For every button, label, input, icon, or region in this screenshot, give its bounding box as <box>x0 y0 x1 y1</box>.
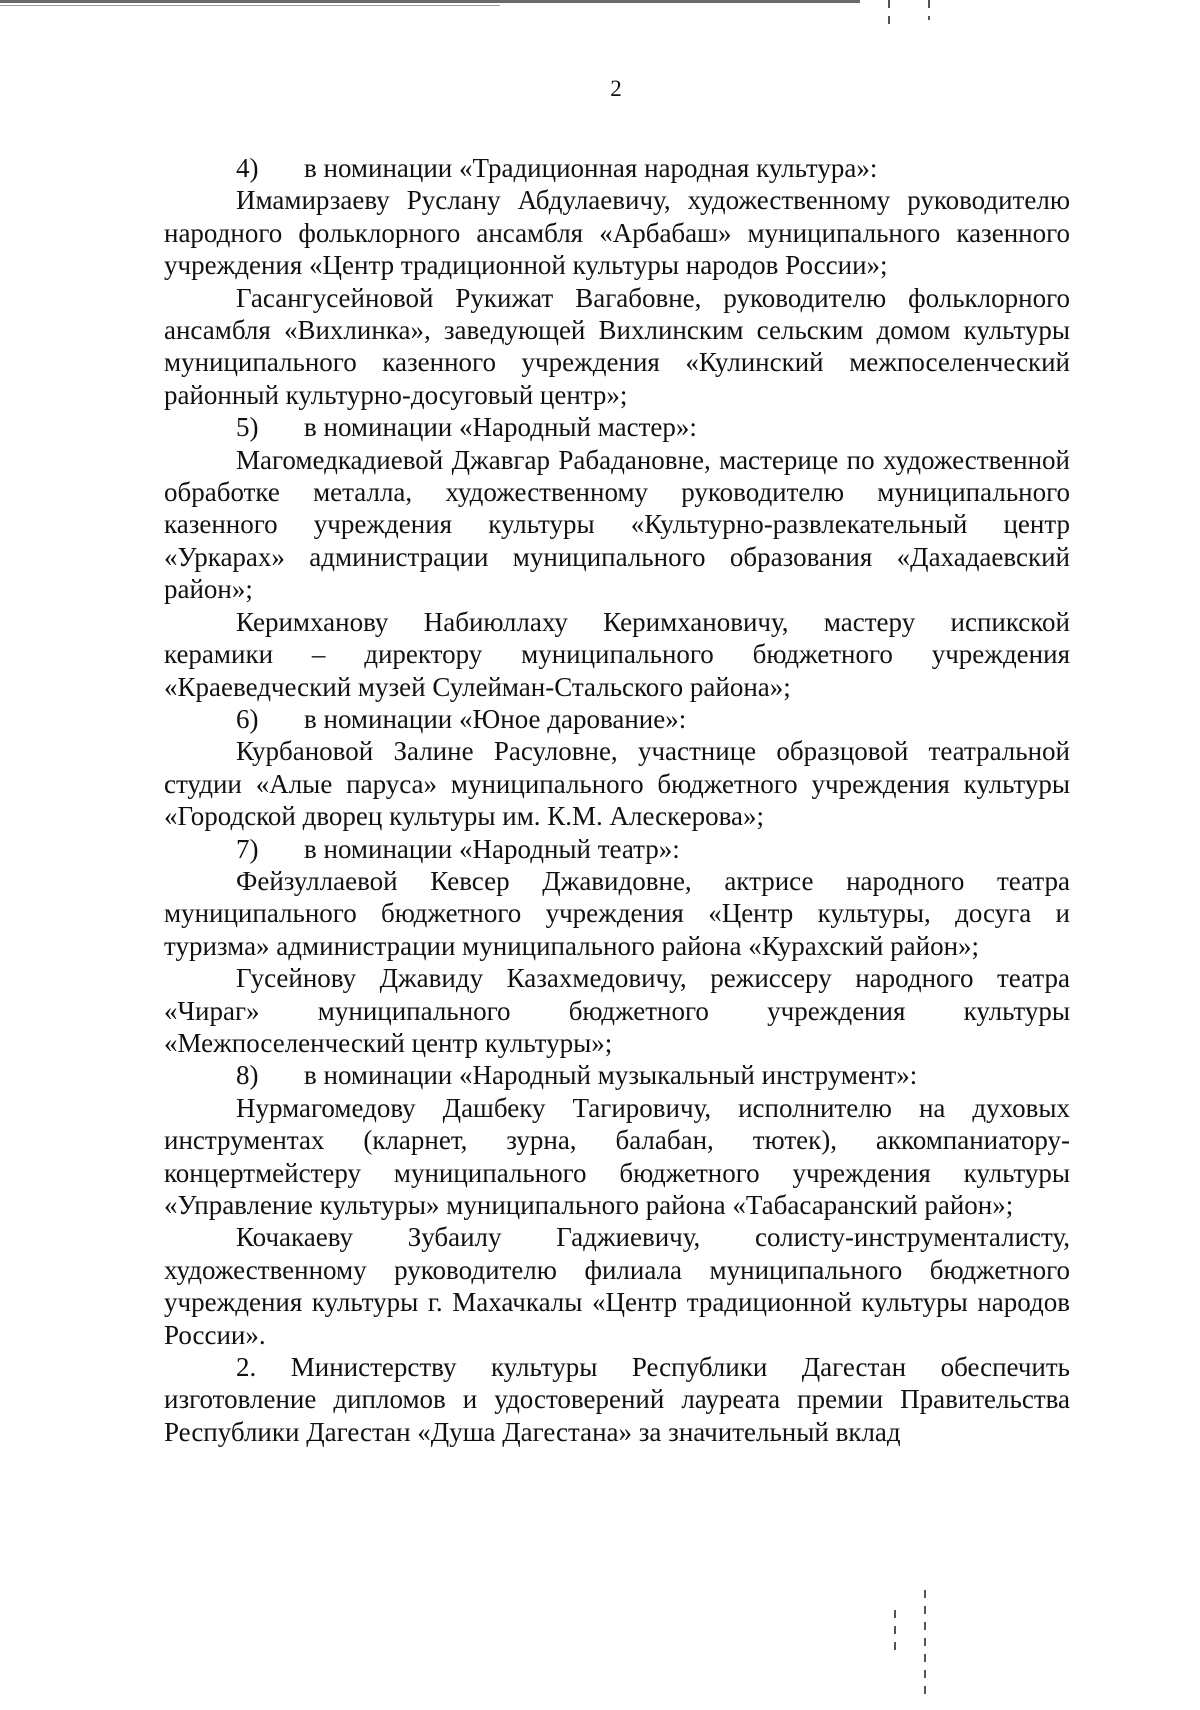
nomination-heading <box>164 411 1070 443</box>
scan-border-line <box>0 5 500 6</box>
nomination-title: в номинации «Народный мастер»: <box>304 412 697 443</box>
nomination-number: 6) <box>236 703 259 734</box>
scan-border-line <box>0 0 860 3</box>
laureate-paragraph: Фейзуллаевой Кевсер Джавидовне, актрисе народного театра муниципального бюджетного учреждения «Центр культуры, досуга и туризма» администрации муниципального района «Курахский район»; <box>164 865 1070 961</box>
scan-artifact-dash <box>888 0 890 30</box>
nomination-number: 5) <box>236 412 259 443</box>
laureate-paragraph: Имамирзаеву Руслану Абдулаевичу, художественному руководителю народного фольклорного ансамбля «Арбабаш» муниципального казенного учреждения «Центр традиционной культуры народов России»; <box>164 185 1070 281</box>
laureate-paragraph: Кочакаеву Зубаилу Гаджиевичу, солисту-инструменталисту, художественному руководителю филиала муниципального бюджетного учреждения культуры г. Махачкалы «Центр традиционной культуры народов России». <box>164 1222 1070 1350</box>
scan-artifact-dash <box>928 0 930 20</box>
nomination-title: в номинации «Народный музыкальный инструмент»: <box>304 1060 918 1091</box>
nomination-title: в номинации «Юное дарование»: <box>304 703 687 734</box>
nomination-number: 4) <box>236 153 259 183</box>
nomination-heading <box>164 152 1070 184</box>
nomination-number: 8) <box>236 1060 259 1091</box>
nomination-number: 7) <box>236 833 259 864</box>
laureate-paragraph: Магомедкадиевой Джавгар Рабадановне, мастерице по художественной обработке металла, художественному руководителю муниципального казенного учреждения культуры «Культурно-развлекательный центр «Уркарах» администрации муниципального образования «Дахадаевский район»; <box>164 444 1070 605</box>
laureate-paragraph: Керимханову Набиюллаху Керимхановичу, мастеру испикской керамики – директору муниципального бюджетного учреждения «Краеведческий музей Сулейман-Стальского района»; <box>164 606 1070 702</box>
laureate-paragraph: Гусейнову Джавиду Казахмедовичу, режиссеру народного театра «Чираг» муниципального бюджетного учреждения культуры «Межпоселенческий центр культуры»; <box>164 963 1070 1058</box>
laureate-paragraph: Нурмагомедову Дашбеку Тагировичу, исполнителю на духовых инструментах (кларнет, зурна, балабан, тютек), аккомпаниатору-концертмейстеру муниципального бюджетного учреждения культуры «Управление культуры» муниципального района «Табасаранский район»; <box>164 1092 1070 1220</box>
laureate-paragraph: Курбановой Залине Расуловне, участнице образцовой театральной студии «Алые паруса» муниципального бюджетного учреждения культуры «Городской дворец культуры им. К.М. Алескерова»; <box>164 736 1070 832</box>
nomination-title: в номинации «Народный театр»: <box>304 833 680 864</box>
document-body <box>164 152 1070 1448</box>
nomination-heading <box>164 1059 1070 1091</box>
scan-artifact-dash <box>894 1610 896 1650</box>
nomination-heading <box>164 703 1070 735</box>
clause-paragraph: 2. Министерству культуры Республики Дагестан обеспечить изготовление дипломов и удостоверений лауреата премии Правительства Республики Дагестан «Душа Дагестана» за значительный вклад <box>164 1352 1070 1447</box>
scan-artifact-dash <box>924 1590 926 1700</box>
laureate-paragraph: Гасангусейновой Рукижат Вагабовне, руководителю фольклорного ансамбля «Вихлинка», заведующей Вихлинским сельским домом культуры муниципального казенного учреждения «Кулинский межпоселенческий районный культурно-досуговый центр»; <box>164 282 1070 410</box>
page-number: 2 <box>610 76 622 101</box>
nomination-heading <box>164 833 1070 865</box>
nomination-title: в номинации «Традиционная народная культура»: <box>304 153 878 183</box>
